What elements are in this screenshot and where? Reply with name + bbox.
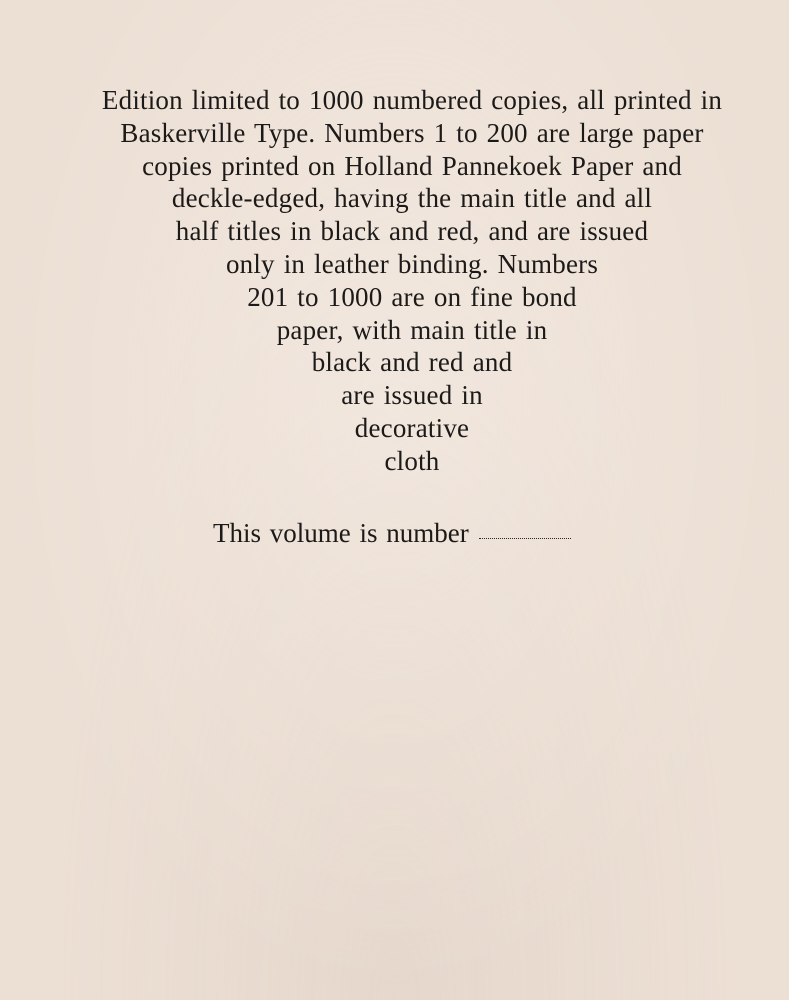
limited-edition-notice — [0, 84, 789, 478]
notice-line: 201 to 1000 are on fine bond — [247, 281, 577, 312]
notice-line: paper, with main title in — [276, 314, 548, 345]
volume-number-label: This volume is number — [213, 518, 469, 548]
notice-line: only in leather binding. Numbers — [225, 248, 599, 279]
volume-number-blank — [479, 536, 571, 539]
notice-line: copies printed on Holland Pannekoek Paper and — [142, 150, 682, 181]
notice-line: deckle-edged, having the main title and all — [171, 183, 653, 214]
notice-line: are issued in — [341, 380, 483, 411]
notice-line: cloth — [384, 445, 440, 476]
notice-line: Edition limited to 1000 numbered copies, all printed in — [101, 85, 723, 115]
notice-line: black and red and — [311, 347, 513, 378]
notice-line: Baskerville Type. Numbers 1 to 200 are large paper — [120, 117, 704, 148]
notice-line: half titles in black and red, and are issued — [175, 216, 649, 247]
notice-line: decorative — [354, 412, 470, 443]
volume-number-line — [213, 516, 571, 550]
